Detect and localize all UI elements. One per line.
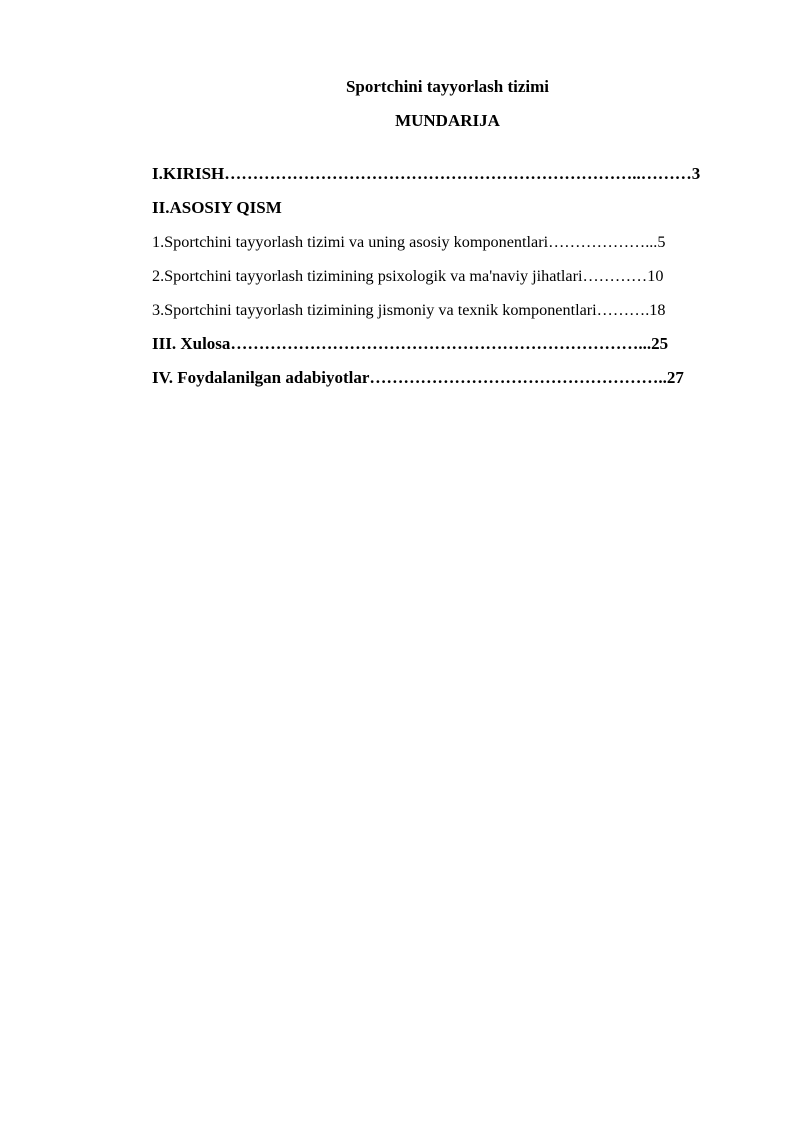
toc-heading: MUNDARIJA (395, 111, 500, 130)
toc-entry-section-1: 1.Sportchini tayyorlash tizimi va uning asosiy komponentlari………………...5 (152, 233, 666, 251)
toc-entry-asosiy-qism: II.ASOSIY QISM (152, 198, 282, 217)
table-of-contents (152, 164, 744, 402)
toc-entry-section-3: 3.Sportchini tayyorlash tizimining jismoniy va texnik komponentlari……….18 (152, 301, 666, 319)
toc-entry-xulosa: III. Xulosa………………………………………………………………...25 (152, 334, 669, 353)
toc-entry-section-2: 2.Sportchini tayyorlash tizimining psixologik va ma'naviy jihatlari…………10 (152, 267, 664, 285)
document-title: Sportchini tayyorlash tizimi (345, 77, 550, 96)
toc-entry-kirish: I.KIRISH………………………………………………………………..………3 (152, 164, 701, 183)
toc-entry-adabiyotlar: IV. Foydalanilgan adabiyotlar……………………………………………..27 (152, 368, 684, 387)
